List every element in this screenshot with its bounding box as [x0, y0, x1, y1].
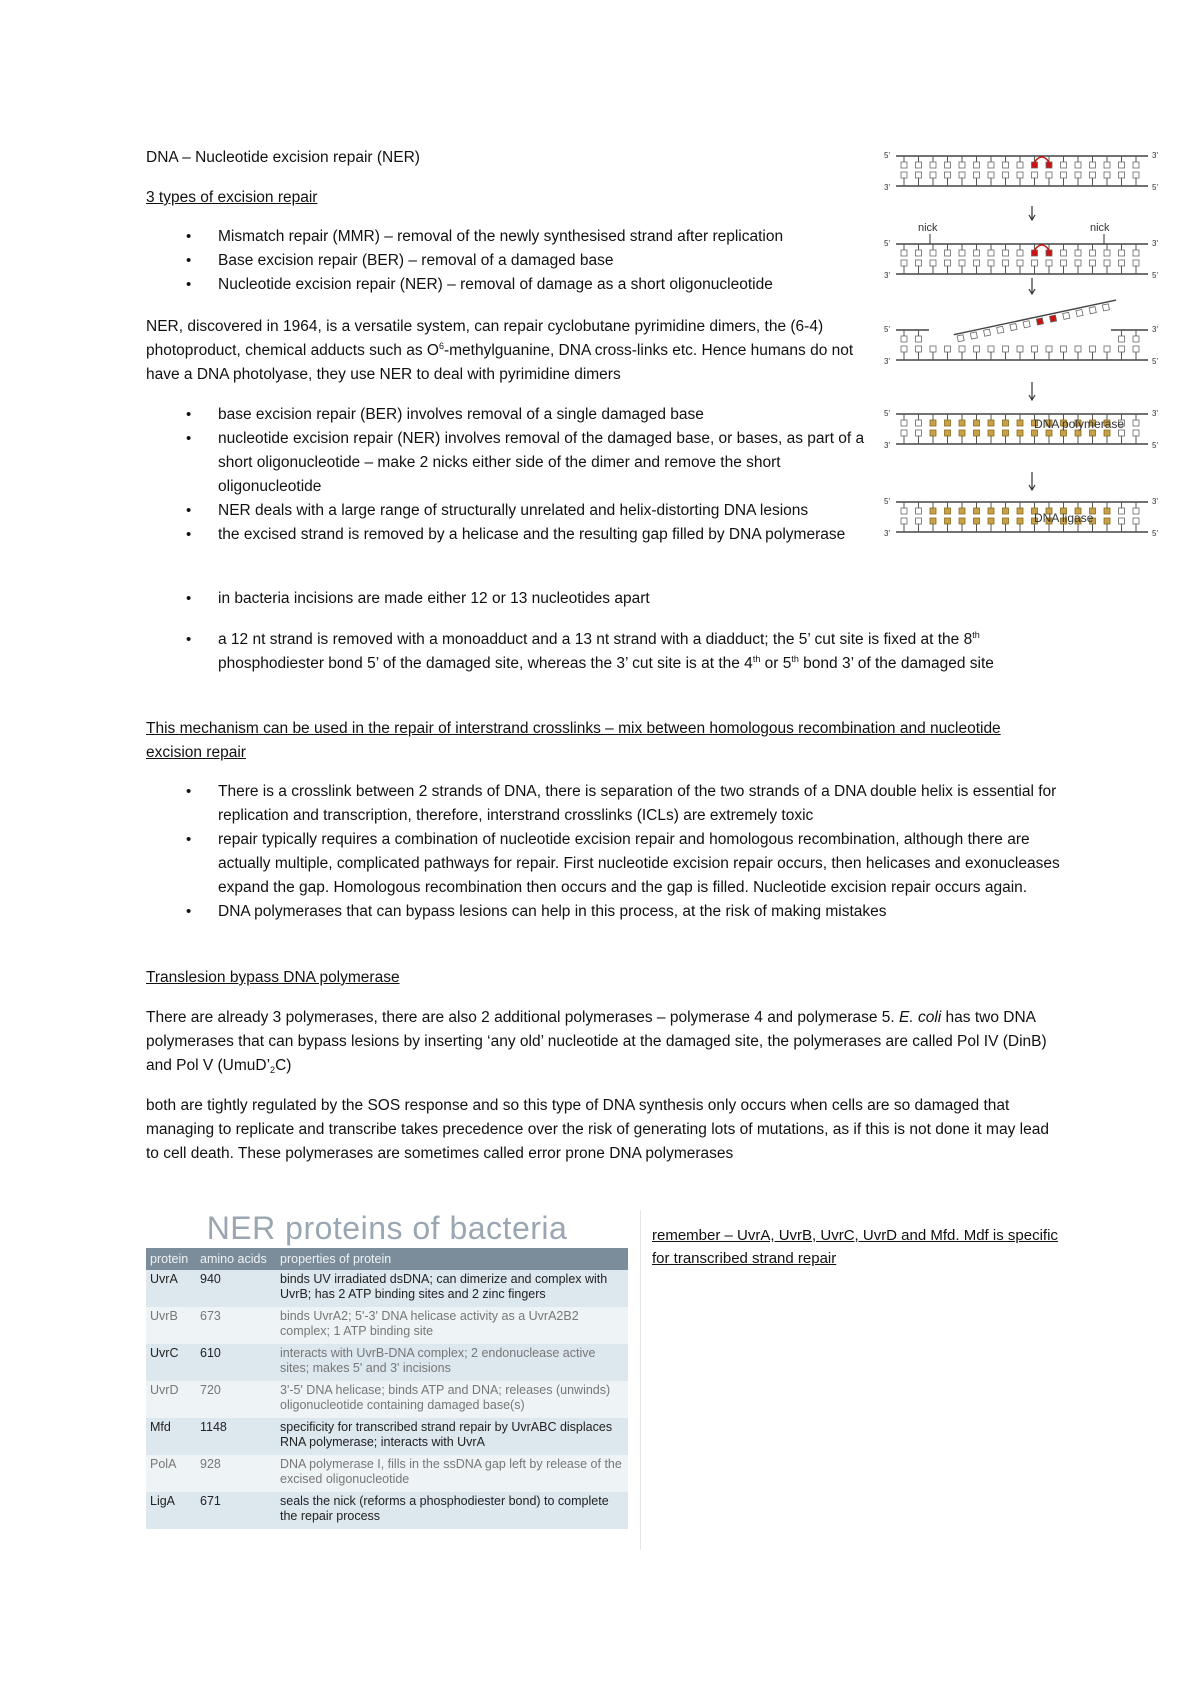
base [1104, 518, 1110, 524]
table-cell: seals the nick (reforms a phosphodiester bond) to complete the repair process [276, 1492, 628, 1529]
strand-end-label: 3' [1152, 409, 1158, 418]
strand-end-label: 3' [1152, 325, 1158, 334]
base [945, 250, 951, 256]
base [1003, 172, 1009, 178]
strand-end-label: 5' [884, 151, 890, 160]
base [930, 260, 936, 266]
base [1119, 346, 1125, 352]
list-item: • Base excision repair (BER) – removal of a damaged base [146, 249, 866, 273]
table-cell: 1148 [196, 1418, 276, 1455]
table-cell: 3'-5' DNA helicase; binds ATP and DNA; releases (unwinds) oligonucleotide containing damaged base(s) [276, 1381, 628, 1418]
base [974, 162, 980, 168]
base [1046, 250, 1052, 256]
strand-end-label: 5' [884, 239, 890, 248]
column-divider [640, 1210, 641, 1550]
base [1119, 250, 1125, 256]
strand-end-label: 5' [1152, 357, 1158, 366]
incision-list [146, 587, 866, 611]
strand-end-label: 3' [884, 183, 890, 192]
list-item: • Nucleotide excision repair (NER) – removal of damage as a short oligonucleotide [146, 273, 866, 297]
base [1003, 250, 1009, 256]
oligo-base [1010, 323, 1017, 330]
table-cell: UvrD [146, 1381, 196, 1418]
strand-end-label: 3' [884, 441, 890, 450]
base [1032, 172, 1038, 178]
table-row [146, 1344, 628, 1381]
tls-heading: Translesion bypass DNA polymerase [146, 969, 400, 986]
oligo-base [957, 335, 964, 342]
table-row [146, 1492, 628, 1529]
table-cell: UvrA [146, 1270, 196, 1307]
base [959, 162, 965, 168]
base [1017, 250, 1023, 256]
base [1119, 508, 1125, 514]
base [916, 260, 922, 266]
base [916, 430, 922, 436]
base [1003, 260, 1009, 266]
base [1017, 172, 1023, 178]
base [1090, 250, 1096, 256]
base [1061, 260, 1067, 266]
table-title: NER proteins of bacteria [206, 1210, 568, 1246]
base [1017, 346, 1023, 352]
base [974, 260, 980, 266]
list-item: • in bacteria incisions are made either 12 or 13 nucleotides apart [146, 587, 866, 611]
base [1090, 162, 1096, 168]
base [1090, 260, 1096, 266]
base [930, 508, 936, 514]
tls-paragraph-2: both are tightly regulated by the SOS response and so this type of DNA synthesis only occurs when cells are so damaged that managing to replicate and transcribe takes precedence over the risk of generating lots of mutations, as if this is not done it may lead to cell death. These polymerases are sometimes called error prone DNA polymerases [146, 1097, 1049, 1162]
strand-end-label: 5' [884, 497, 890, 506]
table-cell: interacts with UvrB-DNA complex; 2 endonuclease active sites; makes 5' and 3' incisions [276, 1344, 628, 1381]
base [1104, 162, 1110, 168]
base [930, 162, 936, 168]
base [1075, 346, 1081, 352]
base [945, 518, 951, 524]
base [1046, 346, 1052, 352]
base [1104, 260, 1110, 266]
base [1003, 430, 1009, 436]
base [930, 250, 936, 256]
base [959, 420, 965, 426]
base [1003, 346, 1009, 352]
list-item: • There is a crosslink between 2 strands of DNA, there is separation of the two strands of a DNA double helix is essential for replication and transcription, therefore, interstrand crosslinks (ICLs) are extremely toxic [146, 780, 1076, 828]
base [1119, 162, 1125, 168]
base [1061, 162, 1067, 168]
base [901, 346, 907, 352]
base [1017, 518, 1023, 524]
strand-end-label: 5' [1152, 441, 1158, 450]
ner-paragraph: NER, discovered in 1964, is a versatile system, can repair cyclobutane pyrimidine dimers, the (6-4) photoproduct, chemical adducts such as $O^6$-methylguanine, DNA cross-links etc. Hence humans do not have a DNA photolyase, they use NER to deal with pyrimidine dimers [146, 318, 854, 383]
base [901, 162, 907, 168]
table-cell: 673 [196, 1307, 276, 1344]
cut-site-list [146, 628, 1076, 676]
base [974, 508, 980, 514]
strand-end-label: 3' [1152, 239, 1158, 248]
table-cell: PolA [146, 1455, 196, 1492]
base [1133, 420, 1139, 426]
base [945, 420, 951, 426]
base [1046, 260, 1052, 266]
nick-left-label: nick [918, 222, 938, 234]
list-item: • NER deals with a large range of structurally unrelated and helix-distorting DNA lesions [146, 499, 870, 523]
oligo-base [1050, 315, 1057, 322]
base [945, 162, 951, 168]
base [916, 508, 922, 514]
oligo-base [984, 329, 991, 336]
strand-end-label: 5' [1152, 271, 1158, 280]
base [1090, 346, 1096, 352]
table-cell: LigA [146, 1492, 196, 1529]
base [1104, 250, 1110, 256]
base [974, 430, 980, 436]
strand-end-label: 5' [884, 409, 890, 418]
base [959, 518, 965, 524]
base [988, 346, 994, 352]
base [1003, 508, 1009, 514]
base [1061, 250, 1067, 256]
base [1003, 420, 1009, 426]
strand-end-label: 3' [884, 357, 890, 366]
base [988, 172, 994, 178]
list-item: • Mismatch repair (MMR) – removal of the newly synthesised strand after replication [146, 225, 866, 249]
table-cell: binds UvrA2; 5'-3' DNA helicase activity as a UvrA2B2 complex; 1 ATP binding site [276, 1307, 628, 1344]
base [988, 260, 994, 266]
table-cell: specificity for transcribed strand repair by UvrABC displaces RNA polymerase; interacts with UvrA [276, 1418, 628, 1455]
base [1133, 162, 1139, 168]
base [974, 420, 980, 426]
list-item: • a 12 nt strand is removed with a monoadduct and a 13 nt strand with a diadduct; the 5’ cut site is fixed at the 8th phosphodiester bond 5’ of the damaged site, whereas the 3’ cut site is at the 4th or 5th bond 3’ of the damaged site [146, 628, 1076, 676]
table-cell: binds UV irradiated dsDNA; can dimerize and complex with UvrB; has 2 ATP binding sites and 2 zinc fingers [276, 1270, 628, 1307]
tls-paragraph-1: There are already 3 polymerases, there are also 2 additional polymerases – polymerase 4 and polymerase 5. E. coli has two DNA polymerases that can bypass lesions by inserting ‘any old’ nucleotide at the damaged site, the polymerases are called Pol IV (DinB) and Pol V $(UmuD’_2C)$ [146, 1009, 1047, 1075]
base [916, 172, 922, 178]
strand-end-label: 5' [1152, 529, 1158, 538]
oligo-base [1063, 312, 1070, 319]
base [916, 336, 922, 342]
types-heading: 3 types of excision repair [146, 189, 318, 206]
base [988, 508, 994, 514]
table-cell: UvrB [146, 1307, 196, 1344]
table-row [146, 1307, 628, 1344]
base [1075, 260, 1081, 266]
oligo-base [997, 326, 1004, 333]
strand-end-label: 3' [1152, 497, 1158, 506]
base [1032, 346, 1038, 352]
base [901, 250, 907, 256]
dimer-link [1035, 157, 1050, 162]
base [945, 430, 951, 436]
table-cell: 671 [196, 1492, 276, 1529]
base [930, 172, 936, 178]
base [901, 260, 907, 266]
base [1017, 430, 1023, 436]
base [945, 172, 951, 178]
base [1119, 260, 1125, 266]
base [974, 250, 980, 256]
table-row [146, 1455, 628, 1492]
list-item: • base excision repair (BER) involves removal of a single damaged base [146, 403, 870, 427]
crosslink-list [146, 780, 1076, 924]
base [916, 346, 922, 352]
base [901, 518, 907, 524]
strand-end-label: 3' [884, 271, 890, 280]
ner-proteins-table [146, 1248, 628, 1529]
oligo-base [1102, 304, 1109, 311]
base [901, 430, 907, 436]
base [1090, 172, 1096, 178]
base [988, 420, 994, 426]
ner-proteins-table-figure [146, 1208, 628, 1548]
column-header: protein [146, 1248, 196, 1270]
base [1017, 420, 1023, 426]
base [916, 420, 922, 426]
base [959, 172, 965, 178]
base [1133, 260, 1139, 266]
dna-polymerase-label: DNA polymerase [1034, 417, 1125, 431]
types-list [146, 225, 866, 297]
base [1133, 508, 1139, 514]
crosslink-heading: This mechanism can be used in the repair of interstrand crosslinks – mix between homologous recombination and nucleotide excision repair [146, 720, 1001, 761]
base [930, 518, 936, 524]
base [959, 430, 965, 436]
oligo-base [1076, 309, 1083, 316]
oligo-base [1023, 321, 1030, 328]
strand-end-label: 3' [884, 529, 890, 538]
base [1032, 260, 1038, 266]
base [1104, 346, 1110, 352]
table-row [146, 1270, 628, 1307]
base [988, 162, 994, 168]
table-cell: DNA polymerase I, fills in the ssDNA gap left by release of the excised oligonucleotide [276, 1455, 628, 1492]
base [916, 250, 922, 256]
base [974, 518, 980, 524]
strand-end-label: 5' [1152, 183, 1158, 192]
base [901, 336, 907, 342]
base [901, 508, 907, 514]
remember-note: remember – UvrA, UvrB, UvrC, UvrD and Mfd. Mdf is specific for transcribed strand repair [652, 1227, 1058, 1267]
base [1046, 172, 1052, 178]
base [1119, 518, 1125, 524]
ner-diagram [882, 151, 1164, 594]
base [1119, 336, 1125, 342]
table-row [146, 1381, 628, 1418]
oligo-base [1036, 318, 1043, 325]
base [1017, 162, 1023, 168]
dna-ligase-label: DNA ligase [1034, 511, 1094, 525]
base [1133, 172, 1139, 178]
table-cell: 928 [196, 1455, 276, 1492]
base [1133, 336, 1139, 342]
base [959, 346, 965, 352]
base [1119, 172, 1125, 178]
ner-points-list [146, 403, 870, 547]
base [1032, 250, 1038, 256]
base [1075, 172, 1081, 178]
base [959, 260, 965, 266]
base [1061, 346, 1067, 352]
strand-end-label: 5' [884, 325, 890, 334]
base [945, 260, 951, 266]
base [1032, 162, 1038, 168]
base [974, 346, 980, 352]
list-item: • repair typically requires a combination of nucleotide excision repair and homologous recombination, although there are actually multiple, complicated pathways for repair. First nucleotide excision repair occurs, then helicases and exonucleases expand the gap. Homologous recombination then occurs and the gap is filled. Nucleotide excision repair occurs again. [146, 828, 1076, 900]
base [959, 508, 965, 514]
strand-end-label: 3' [1152, 151, 1158, 160]
base [1061, 172, 1067, 178]
base [945, 346, 951, 352]
table-cell: 720 [196, 1381, 276, 1418]
table-cell: Mfd [146, 1418, 196, 1455]
oligo-base [1089, 307, 1096, 314]
base [988, 250, 994, 256]
oligo-base [970, 332, 977, 339]
base [930, 346, 936, 352]
base [930, 430, 936, 436]
base [1003, 518, 1009, 524]
base [1046, 162, 1052, 168]
table-row [146, 1418, 628, 1455]
dimer-link [1035, 245, 1050, 250]
base [1017, 260, 1023, 266]
oligo-backbone [954, 300, 1116, 335]
base [901, 420, 907, 426]
base [988, 430, 994, 436]
base [1075, 162, 1081, 168]
list-item: • the excised strand is removed by a helicase and the resulting gap filled by DNA polymerase [146, 523, 870, 547]
base [930, 420, 936, 426]
list-item: • nucleotide excision repair (NER) involves removal of the damaged base, or bases, as part of a short oligonucleotide – make 2 nicks either side of the dimer and remove the short oligonucleotide [146, 427, 870, 499]
base [974, 172, 980, 178]
excised-oligonucleotide [954, 300, 1118, 342]
base [988, 518, 994, 524]
base [916, 162, 922, 168]
base [959, 250, 965, 256]
base [1133, 250, 1139, 256]
base [1133, 346, 1139, 352]
base [1003, 162, 1009, 168]
page-title: DNA – Nucleotide excision repair (NER) [146, 149, 420, 166]
base [945, 508, 951, 514]
base [916, 518, 922, 524]
base [1133, 518, 1139, 524]
table-cell: 610 [196, 1344, 276, 1381]
table-cell: UvrC [146, 1344, 196, 1381]
base [1104, 508, 1110, 514]
base [901, 172, 907, 178]
nick-right-label: nick [1090, 222, 1110, 234]
base [1017, 508, 1023, 514]
column-header: amino acids [196, 1248, 276, 1270]
table-cell: 940 [196, 1270, 276, 1307]
base [1133, 430, 1139, 436]
base [1075, 250, 1081, 256]
column-header: properties of protein [276, 1248, 628, 1270]
list-item: • DNA polymerases that can bypass lesions can help in this process, at the risk of making mistakes [146, 900, 1076, 924]
base [1104, 172, 1110, 178]
